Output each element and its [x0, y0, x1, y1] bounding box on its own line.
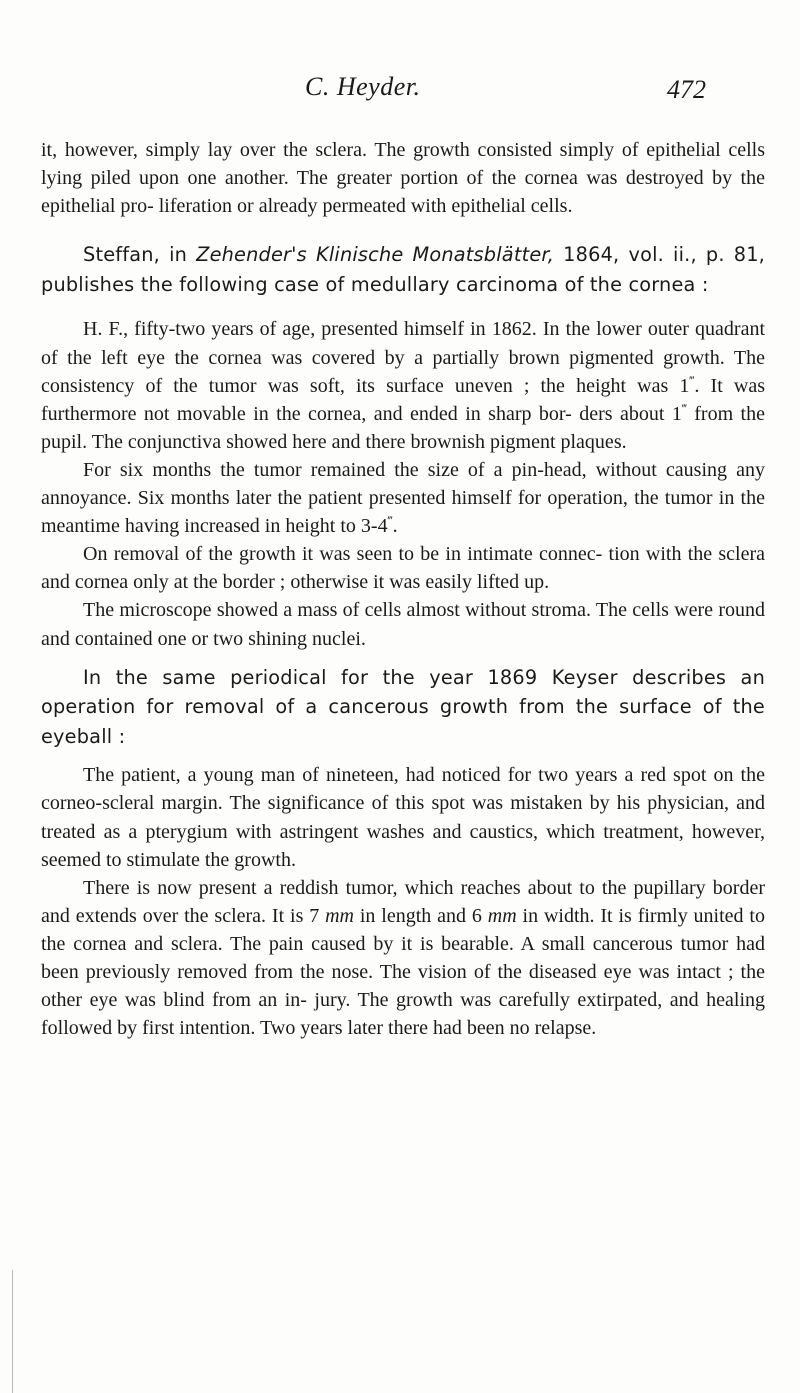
- text-run: in width. It is firmly united to the cornea and sclera. The pain caused by it is bearable. A small cancerous tumor had been previously removed from the nose. The vision of the diseased eye was intact ; the other eye was blind from an in- jury. The growth was carefully extirpated, and healing followed by first intention. Two years later there had been no relapse.: [41, 904, 765, 1040]
- text-run: There is now present a reddish tumor, which reaches about to the pupillary border and extends over the sclera. It is 7: [41, 876, 765, 927]
- paragraph-six-months: [41, 456, 765, 540]
- unit-mm: mm: [487, 904, 517, 927]
- text-run: For six months the tumor remained the size of a pin-head, without causing any annoyance. Six months later the patient presented himself for operation, the tumor in the meantime having increased in height to 3-4: [41, 458, 765, 538]
- text-run: Steffan, in: [83, 243, 197, 267]
- text-run: 1864, vol. ii., p. 81, publishes the following case of medullary carcinoma of the cornea :: [41, 243, 766, 296]
- text-run: . It was furthermore not movable in the cornea, and ended in sharp bor- ders about 1: [41, 374, 765, 425]
- text-run: from the pupil. The conjunctiva showed here and there brownish pigment plaques.: [41, 402, 765, 453]
- journal-title: Zehender's Klinische Monatsblätter,: [196, 243, 555, 267]
- body-text: [41, 136, 765, 1042]
- paragraph-keyser-intro: In the same periodical for the year 1869 Keyser describes an operation for removal of a cancerous growth from the surface of the eyeball :: [41, 665, 765, 748]
- text-run: H. F., fifty-two years of age, presented himself in 1862. In the lower outer quadrant of the left eye the cornea was covered by a partially brown pigmented growth. The consistency of the tumor was soft, its surface uneven ; the height was 1: [41, 318, 765, 397]
- paragraph-removal: On removal of the growth it was seen to be in intimate connec- tion with the sclera and cornea only at the border ; otherwise it was easily lifted up.: [41, 543, 765, 594]
- text-run: in length and 6: [354, 904, 488, 927]
- paragraph-tumor-present: [41, 874, 765, 1043]
- line-unit-mark: ‴: [689, 372, 695, 387]
- paragraph-microscope: The microscope showed a mass of cells almost without stroma. The cells were round and contained one or two shining nuclei.: [41, 599, 765, 650]
- line-unit-mark: ‴: [387, 513, 393, 528]
- running-head-author: C. Heyder.: [305, 72, 421, 101]
- page-edge-line: [12, 1270, 13, 1393]
- unit-mm: mm: [325, 904, 354, 927]
- paragraph-continuation: it, however, simply lay over the sclera. The growth consisted simply of epithelial cells lying piled upon one another. The greater portion of the cornea was destroyed by the epithelial pro- liferation or already permeated with epithelial cells.: [41, 139, 765, 218]
- running-header: [0, 72, 800, 112]
- page-number: 472: [667, 75, 706, 104]
- paragraph-steffan-intro: [41, 240, 765, 299]
- text-run: .: [392, 515, 398, 538]
- paragraph-case-description: [41, 315, 765, 455]
- paragraph-patient: The patient, a young man of nineteen, had noticed for two years a red spot on the corneo-scleral margin. The significance of this spot was mistaken by his physician, and treated as a pterygium with astringent washes and caustics, which treatment, however, seemed to stimulate the growth.: [41, 764, 765, 871]
- line-unit-mark: ‴: [681, 400, 687, 415]
